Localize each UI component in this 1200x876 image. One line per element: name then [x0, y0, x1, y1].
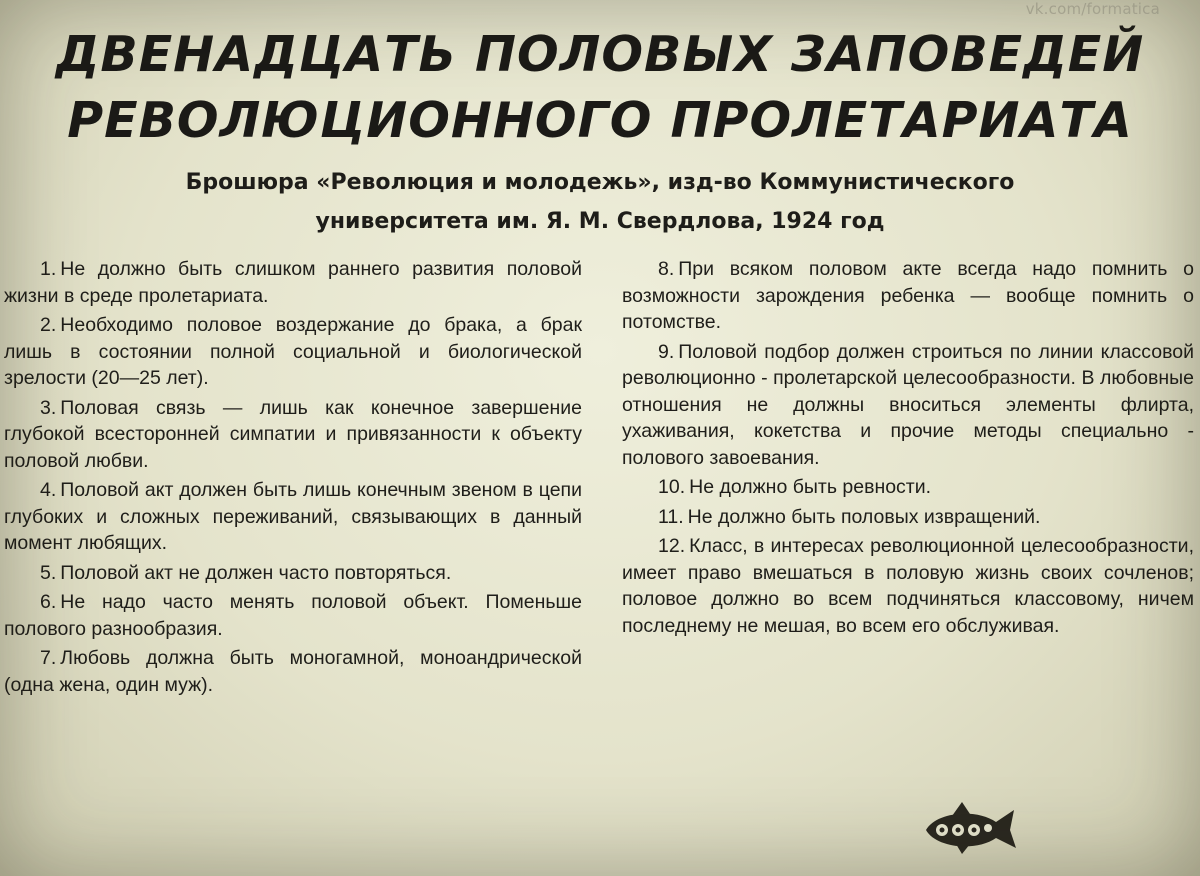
commandment-number: 2.: [40, 314, 57, 336]
commandment-number: 4.: [40, 479, 57, 501]
commandment-text: Половой подбор должен строиться по линии классовой революционно - пролетарской целесообразности. В любовные отношения не должны вноситься элементы флирта, ухаживания, кокетства и прочие методы специально - полового завоевания.: [622, 340, 1194, 469]
title-line-2: РЕВОЛЮЦИОННОГО ПРОЛЕТАРИАТА: [67, 92, 1133, 149]
commandment-text: При всяком половом акте всегда надо помнить о возможности зарождения ребенка — вообще помнить о потомстве.: [622, 258, 1194, 333]
subtitle-line-1: Брошюра «Революция и молодежь», изд-во Коммунистического: [185, 170, 1015, 195]
commandment-item: [4, 395, 582, 475]
commandment-number: 12.: [658, 535, 686, 557]
commandment-number: 1.: [40, 258, 57, 280]
commandment-item: [622, 339, 1194, 472]
commandment-text: Необходимо половое воздержание до брака, а брак лишь в состоянии полной социальной и биологической зрелости (20—25 лет).: [4, 314, 582, 389]
commandment-text: Не должно быть ревности.: [689, 476, 932, 498]
commandment-text: Не должно быть половых извращений.: [687, 505, 1041, 528]
title-line-1: ДВЕНАДЦАТЬ ПОЛОВЫХ ЗАПОВЕДЕЙ: [55, 26, 1145, 83]
commandment-item: [622, 533, 1194, 639]
commandment-text: Половая связь — лишь как конечное завершение глубокой всесторонней симпатии и привязанности к объекту половой любви.: [4, 396, 582, 472]
commandment-text: Класс, в интересах революционной целесообразности, имеет право вмешаться в половую жизнь своих сочленов; половое должно во всем подчиняться классовому, ничем последнему не мешая, во всем его обслуживая.: [622, 535, 1194, 637]
commandment-text: Не должно быть слишком раннего развития половой жизни в среде пролетариата.: [4, 258, 582, 307]
commandment-item: [4, 560, 582, 587]
commandment-number: 9.: [658, 340, 675, 363]
commandment-number: 11.: [658, 505, 684, 528]
commandment-item: [4, 589, 582, 642]
left-column: [4, 256, 582, 701]
commandment-text: Половой акт должен быть лишь конечным звеном в цепи глубоких и сложных переживаний, связывающих в данный момент любящих.: [4, 479, 582, 554]
commandment-text: Половой акт не должен часто повторяться.: [60, 561, 452, 584]
commandment-item: [622, 504, 1194, 531]
commandment-text: Не надо часто менять половой объект. Поменьше полового разнообразия.: [4, 591, 582, 640]
commandment-text: Любовь должна быть моногамной, моноандрической (одна жена, один муж).: [4, 647, 582, 696]
commandment-item: [4, 256, 582, 309]
commandment-item: [4, 477, 582, 557]
subtitle-line-2: университета им. Я. М. Свердлова, 1924 год: [315, 209, 885, 234]
commandment-number: 5.: [40, 561, 57, 584]
fish-ornament-icon: [912, 800, 1024, 856]
commandment-item: [622, 256, 1194, 336]
commandment-item: [4, 645, 582, 698]
commandment-number: 10.: [658, 476, 686, 498]
commandment-number: 3.: [40, 396, 57, 419]
commandment-number: 6.: [40, 591, 57, 613]
watermark: vk.com/formatica: [1025, 0, 1160, 18]
commandment-item: [622, 474, 1194, 501]
commandment-number: 8.: [658, 258, 675, 280]
commandment-item: [4, 312, 582, 392]
right-column: [622, 256, 1194, 642]
commandment-number: 7.: [40, 647, 57, 669]
